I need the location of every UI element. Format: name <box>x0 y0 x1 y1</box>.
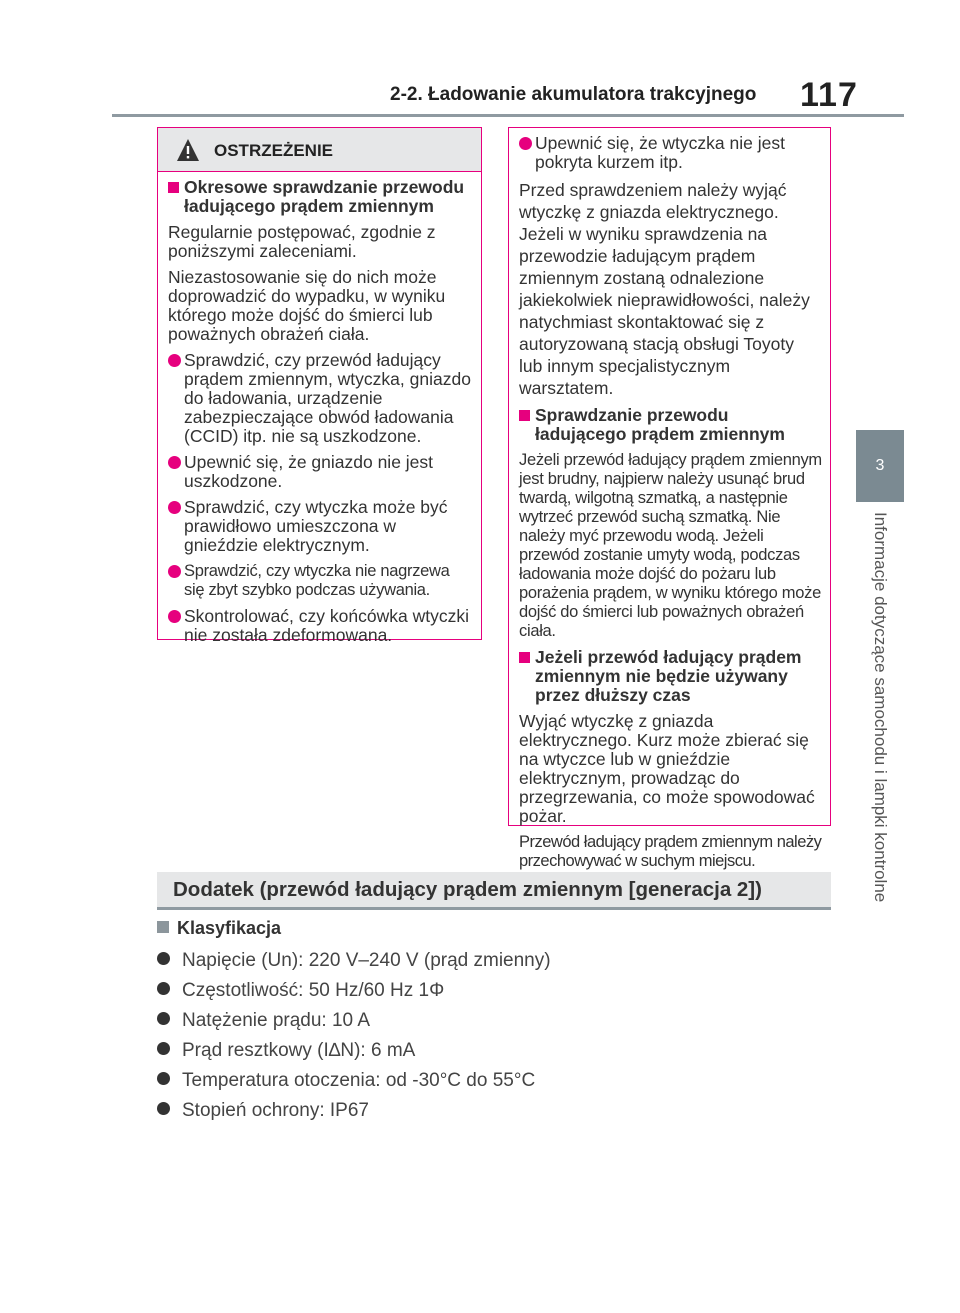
chapter-title-vertical <box>856 512 904 942</box>
section-banner-title: Dodatek (przewód ładujący prądem zmiennym [generacja 2]) <box>173 878 762 901</box>
bullet-icon <box>157 1102 170 1115</box>
header-divider <box>112 114 904 117</box>
section-title: 2-2. Ładowanie akumulatora trakcyjnego <box>390 84 757 105</box>
warning-para: Regularnie postępować, zgodnie z poniższymi zaleceniami. <box>168 222 436 261</box>
warning-header <box>158 128 481 172</box>
warning-para: Przed sprawdzeniem należy wyjąć wtyczkę z gniazda elektrycznego. Jeżeli w wyniku sprawdzenia na przewodzie ładującym prądem zmiennym zostaną odnalezione jakiekolwiek nieprawidłowości, należy natychmiast skontaktować się z autoryzowaną stacją obsługi Toyoty lub innym specjalistycznym warsztatem. <box>519 180 810 398</box>
spec-item: Stopień ochrony: IP67 <box>157 1100 369 1122</box>
warning-box-continued <box>508 127 831 870</box>
list-item: Upewnić się, że gniazdo nie jest uszkodzone. <box>168 453 473 491</box>
bullet-icon <box>168 501 181 514</box>
list-item: Sprawdzić, czy wtyczka nie nagrzewa się zbyt szybko podczas używania. <box>168 562 473 600</box>
square-bullet-icon <box>168 182 179 193</box>
bullet-icon <box>157 982 170 995</box>
bullet-icon <box>157 1072 170 1085</box>
warning-heading <box>519 406 822 444</box>
warning-heading <box>519 648 822 705</box>
section-banner <box>157 872 831 910</box>
list-item: Sprawdzić, czy wtyczka może być prawidłowo umieszczona w gnieździe elektrycznym. <box>168 498 473 555</box>
warning-box <box>157 127 482 645</box>
warning-para: Niezastosowanie się do nich może doprowadzić do wypadku, w wyniku którego może dojść do śmierci lub poważnych obrażeń ciała. <box>168 267 446 344</box>
spec-item: Prąd resztkowy (I∆N): 6 mA <box>157 1040 415 1062</box>
warning-para: Jeżeli przewód ładujący prądem zmiennym jest brudny, najpierw należy usunąć brud twardą, wilgotną szmatką, a następnie wytrzeć przewód suchą szmatką. Nie należy myć przewodu wodą. Jeżeli przewód zostanie umyty wodą, podczas ładowania może dojść do pożaru lub porażenia prądem, w wyniku którego może dojść do śmierci lub poważnych obrażeń ciała. <box>519 451 822 640</box>
warning-content-continued <box>519 134 822 878</box>
warning-para: Przewód ładujący prądem zmiennym należy przechowywać w suchym miejscu. <box>519 833 822 870</box>
warning-heading-text: Jeżeli przewód ładujący prądem zmiennym nie będzie używany przez dłuższy czas <box>535 647 802 705</box>
bullet-icon <box>168 565 181 578</box>
spec-item: Napięcie (Un): 220 V–240 V (prąd zmienny) <box>157 950 551 972</box>
bullet-icon <box>519 137 532 150</box>
subheading: Klasyfikacja <box>157 918 281 939</box>
page-number: 117 <box>800 76 858 114</box>
bullet-icon <box>157 1012 170 1025</box>
chapter-tab: 3 <box>856 430 904 502</box>
list-item: Skontrolować, czy końcówka wtyczki nie została zdeformowana. <box>168 607 473 645</box>
warning-heading-text: Sprawdzanie przewodu ładującego prądem zmiennym <box>535 405 785 444</box>
list-item: Upewnić się, że wtyczka nie jest pokryta kurzem itp. <box>519 134 822 172</box>
bullet-icon <box>168 610 181 623</box>
square-bullet-icon <box>519 410 530 421</box>
spec-item: Częstotliwość: 50 Hz/60 Hz 1Φ <box>157 980 444 1002</box>
warning-triangle-icon <box>176 138 200 162</box>
chapter-title: Informacje dotyczące samochodu i lampki kontrolne <box>871 512 890 903</box>
spec-item: Natężenie prądu: 10 A <box>157 1010 370 1032</box>
square-bullet-icon <box>157 921 169 933</box>
square-bullet-icon <box>519 652 530 663</box>
bullet-icon <box>168 354 181 367</box>
list-item: Sprawdzić, czy przewód ładujący prądem zmiennym, wtyczka, gniazdo do ładowania, urządzenie zabezpieczające obwód ładowania (CCID) itp. nie są uszkodzone. <box>168 351 473 446</box>
spec-item: Temperatura otoczenia: od -30°C do 55°C <box>157 1070 535 1092</box>
warning-label: OSTRZEŻENIE <box>214 141 334 160</box>
warning-para: Wyjąć wtyczkę z gniazda elektrycznego. Kurz może zbierać się na wtyczce lub w gnieździe elektrycznym, prowadząc do przegrzewania, co może spowodować pożar. <box>519 711 815 826</box>
warning-heading <box>168 178 473 216</box>
bullet-icon <box>157 1042 170 1055</box>
warning-content <box>168 178 473 652</box>
bullet-icon <box>157 952 170 965</box>
bullet-icon <box>168 456 181 469</box>
warning-heading-text: Okresowe sprawdzanie przewodu ładującego prądem zmiennym <box>184 177 465 216</box>
